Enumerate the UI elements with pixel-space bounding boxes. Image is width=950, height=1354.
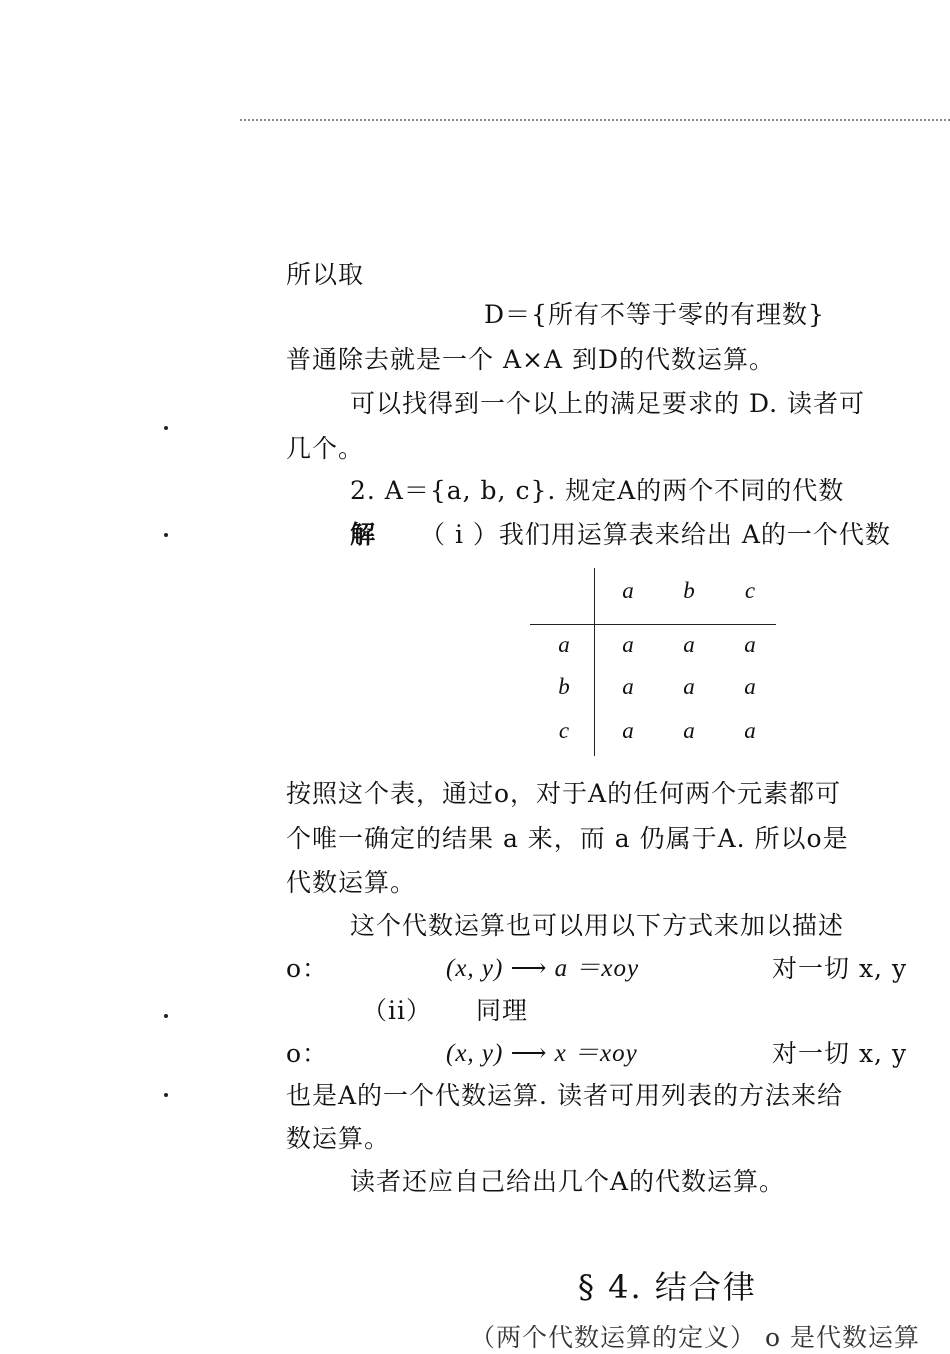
text-line: 可以找得到一个以上的满足要求的 D. 读者可: [350, 389, 865, 418]
mapping-formula: (x, y) ⟶ a ＝xοy: [446, 955, 640, 982]
cut-off-line: [470, 1323, 950, 1352]
text-line: （ i ）我们用运算表来给出 A的一个代数: [420, 520, 891, 549]
table-vertical-rule: [594, 568, 595, 756]
mapping-formula: (x, y) ⟶ x ＝xοy: [446, 1040, 638, 1067]
header-rule: [240, 119, 950, 121]
text-line: 个唯一确定的结果 a 来，而 a 仍属于A. 所以ο是: [286, 824, 849, 853]
margin-mark: [164, 1093, 168, 1097]
table-col-header: c: [744, 578, 756, 603]
operation-symbol: ο：: [286, 1039, 329, 1068]
table-cell: a: [622, 674, 634, 699]
text-line: 所以取: [286, 260, 365, 289]
operation-table: [530, 568, 780, 758]
cut-off-text: （两个代数运算的定义） ο 是代数运算: [470, 1323, 920, 1352]
text-line: 也是A的一个代数运算. 读者可用列表的方法来给: [286, 1081, 843, 1110]
case-label: （ii）: [362, 996, 432, 1025]
table-col-header: b: [683, 578, 695, 603]
table-cell: a: [683, 674, 695, 699]
table-row-header: a: [558, 632, 570, 657]
table-cell: a: [744, 674, 756, 699]
table-cell: a: [744, 632, 756, 657]
table-col-header: a: [622, 578, 634, 603]
text-line: 按照这个表，通过ο，对于A的任何两个元素都可: [286, 779, 842, 808]
text-line: 代数运算。: [286, 868, 417, 897]
mapping-condition: 对一切 x, y: [772, 954, 908, 983]
text-line: 同理: [476, 996, 529, 1025]
text-line: 读者还应自己给出几个A的代数运算。: [350, 1167, 786, 1196]
exercise-statement: 2. A＝{a, b, c}. 规定A的两个不同的代数: [350, 476, 845, 505]
table-horizontal-rule: [530, 624, 776, 625]
text-line: 普通除去就是一个 A×A 到D的代数运算。: [286, 345, 775, 374]
table-cell: a: [683, 632, 695, 657]
section-heading: § 4. 结合律: [578, 1268, 757, 1306]
table-cell: a: [744, 718, 756, 743]
text-line: 几个。: [286, 434, 365, 463]
table-row-header: c: [558, 718, 570, 743]
text-line: 这个代数运算也可以用以下方式来加以描述: [350, 911, 845, 940]
set-definition: D＝{所有不等于零的有理数}: [484, 300, 825, 329]
table-row-header: b: [558, 674, 570, 699]
text-line: 数运算。: [286, 1124, 391, 1153]
margin-mark: [164, 426, 168, 430]
margin-mark: [164, 1014, 168, 1018]
table-cell: a: [683, 718, 695, 743]
table-cell: a: [622, 632, 634, 657]
margin-mark: [164, 533, 168, 537]
mapping-condition: 对一切 x, y: [772, 1039, 908, 1068]
solution-label: 解: [350, 520, 377, 549]
table-cell: a: [622, 718, 634, 743]
operation-symbol: ο：: [286, 954, 329, 983]
